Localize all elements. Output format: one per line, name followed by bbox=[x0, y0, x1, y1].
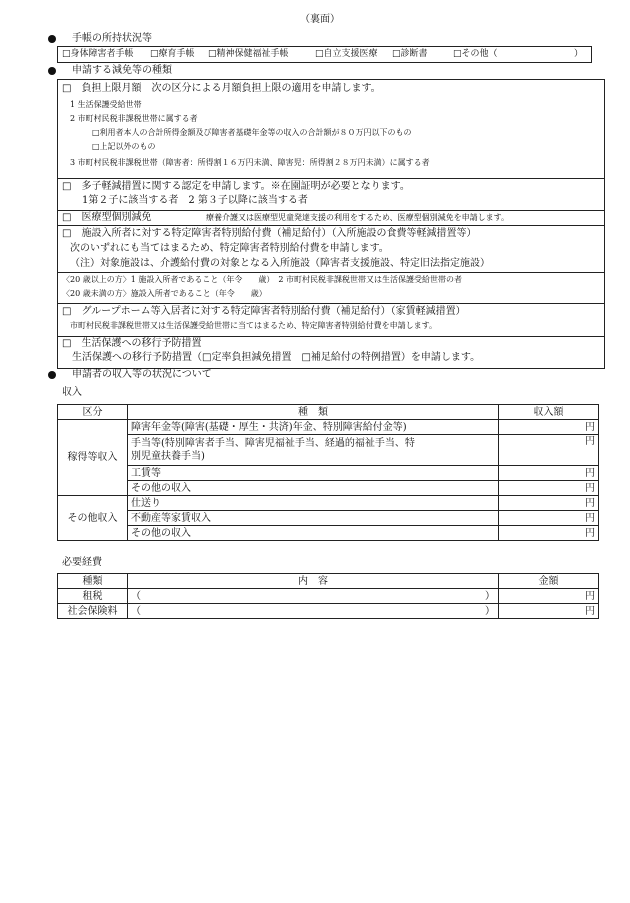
bullet-icon bbox=[48, 371, 56, 379]
divider bbox=[57, 225, 605, 226]
income-kind: その他の収入 bbox=[128, 481, 499, 496]
header-content: 内 容 bbox=[128, 574, 499, 589]
divider bbox=[57, 336, 605, 337]
table-row bbox=[58, 420, 599, 435]
option-monthly-cap[interactable]: □ 負担上限月額 次の区分による月額負担上限の適用を申請します。 bbox=[62, 83, 381, 94]
group-earned-income: 稼得等収入 bbox=[58, 420, 128, 496]
checkbox-income-under-80[interactable]: □利用者本人の合計所得金額及び障害者基礎年金等の収入の合計額が８０万円以下のもの bbox=[92, 128, 412, 137]
header-amount: 収入額 bbox=[499, 405, 599, 420]
facility-over-20: 〈20 歳以上の方〉1 施設入所者であること（年令 歳） 2 市町村民税非課税世帯又は生活保護受給世帯の者 bbox=[62, 275, 462, 284]
close-paren: ） bbox=[485, 590, 495, 602]
table-row bbox=[58, 526, 599, 541]
table-header-row bbox=[58, 405, 599, 420]
divider bbox=[57, 210, 605, 211]
income-kind: 障害年金等(障害(基礎・厚生・共済)年金、特別障害給付金等) bbox=[128, 420, 499, 435]
income-label: 収入 bbox=[62, 387, 82, 398]
group-other-income: その他収入 bbox=[58, 496, 128, 541]
cap-item-3: 3 市町村民税非課税世帯（障害者：所得割１６万円未満、障害児：所得割２８万円未満）に属する者 bbox=[70, 158, 430, 167]
option-welfare-prevention[interactable]: □ 生活保護への移行予防措置 bbox=[62, 338, 202, 349]
expense-amount-field[interactable]: 円 bbox=[499, 589, 599, 604]
income-kind-line: 別児童扶養手当) bbox=[131, 451, 205, 462]
table-row bbox=[58, 496, 599, 511]
option-group-home[interactable]: □ グループホーム等入居者に対する特定障害者特別給付費（補足給付）（家賃軽減措置） bbox=[62, 306, 466, 317]
checkbox-other[interactable]: □その他（ bbox=[453, 49, 498, 59]
option-medical-reduction[interactable]: □ 医療型個別減免 bbox=[62, 212, 152, 223]
table-row bbox=[58, 481, 599, 496]
checkbox-rehab[interactable]: □療育手帳 bbox=[150, 49, 195, 59]
group-home-desc: 市町村民税非課税世帯又は生活保護受給世帯に当てはまるため、特定障害者特別給付費を申請します。 bbox=[70, 321, 438, 330]
income-kind bbox=[128, 435, 499, 466]
expense-amount-field[interactable]: 円 bbox=[499, 604, 599, 619]
facility-line-1: 次のいずれにも当てはまるため、特定障害者特別給付費を申請します。 bbox=[70, 243, 389, 254]
table-row bbox=[58, 604, 599, 619]
table-row bbox=[58, 511, 599, 526]
cap-item-2: 2 市町村民税非課税世帯に属する者 bbox=[70, 114, 198, 123]
divider bbox=[57, 178, 605, 179]
other-close-paren: ） bbox=[574, 49, 584, 59]
medical-reduction-desc: 療養介護又は医療型児童発達支援の利用をするため、医療型個別減免を申請します。 bbox=[206, 213, 510, 222]
checkbox-medical-certificate[interactable]: □診断書 bbox=[392, 49, 428, 59]
section1-title: 手帳の所持状況等 bbox=[72, 33, 152, 44]
expense-content-field[interactable] bbox=[128, 589, 499, 604]
facility-note: （注）対象施設は、介護給付費の対象となる入所施設（障害者支援施設、特定旧法指定施設） bbox=[70, 258, 490, 269]
multi-child-sub: 1第２子に該当する者 2 第３子以降に該当する者 bbox=[82, 195, 308, 206]
checkbox-other-than-above[interactable]: □上記以外のもの bbox=[92, 142, 156, 151]
welfare-prevention-desc: 生活保護への移行予防措置（□定率負担減免措置 □補足給付の特例措置）を申請します。 bbox=[72, 352, 481, 363]
bullet-icon bbox=[48, 35, 56, 43]
income-amount-field[interactable]: 円 bbox=[499, 511, 599, 526]
income-amount-field[interactable]: 円 bbox=[499, 420, 599, 435]
divider bbox=[57, 303, 605, 304]
header-category: 区分 bbox=[58, 405, 128, 420]
checkbox-independence-support[interactable]: □自立支援医療 bbox=[315, 49, 378, 59]
header-amount: 金額 bbox=[499, 574, 599, 589]
expense-table bbox=[57, 573, 599, 619]
table-header-row bbox=[58, 574, 599, 589]
cap-item-1: 1 生活保護受給世帯 bbox=[70, 100, 142, 109]
close-paren: ） bbox=[485, 605, 495, 617]
income-amount-field[interactable]: 円 bbox=[499, 481, 599, 496]
income-amount-field[interactable]: 円 bbox=[499, 526, 599, 541]
header-kind: 種類 bbox=[58, 574, 128, 589]
checkbox-mental-health[interactable]: □精神保健福祉手帳 bbox=[208, 49, 289, 59]
header-kind: 種 類 bbox=[128, 405, 499, 420]
open-paren: （ bbox=[131, 590, 141, 602]
facility-under-20: 〈20 歳未満の方〉施設入所者であること（年令 歳） bbox=[62, 289, 267, 298]
option-multi-child[interactable]: □ 多子軽減措置に関する認定を申請します。※在園証明が必要となります。 bbox=[62, 181, 410, 192]
table-row bbox=[58, 466, 599, 481]
income-amount-field[interactable]: 円 bbox=[499, 466, 599, 481]
section2-title: 申請する減免等の種類 bbox=[72, 65, 172, 76]
expense-content-field[interactable] bbox=[128, 604, 499, 619]
income-kind: その他の収入 bbox=[128, 526, 499, 541]
bullet-icon bbox=[48, 67, 56, 75]
option-facility-resident[interactable]: □ 施設入所者に対する特定障害者特別給付費（補足給付）（入所施設の食費等軽減措置等） bbox=[62, 228, 477, 239]
divider bbox=[57, 272, 605, 273]
page-label: （裏面） bbox=[300, 14, 340, 25]
section3-title: 申請者の収入等の状況について bbox=[72, 369, 212, 380]
expense-kind: 社会保険料 bbox=[58, 604, 128, 619]
income-kind-line: 手当等(特別障害者手当、障害児福祉手当、経過的福祉手当、特 bbox=[131, 438, 415, 449]
income-kind: 仕送り bbox=[128, 496, 499, 511]
income-kind: 不動産等家賃収入 bbox=[128, 511, 499, 526]
income-kind: 工賃等 bbox=[128, 466, 499, 481]
table-row bbox=[58, 435, 599, 466]
expense-label: 必要経費 bbox=[62, 557, 102, 568]
table-row bbox=[58, 589, 599, 604]
open-paren: （ bbox=[131, 605, 141, 617]
income-amount-field[interactable]: 円 bbox=[499, 496, 599, 511]
income-table bbox=[57, 404, 599, 541]
checkbox-physical-disability[interactable]: □身体障害者手帳 bbox=[62, 49, 134, 59]
expense-kind: 租税 bbox=[58, 589, 128, 604]
income-amount-field[interactable]: 円 bbox=[499, 435, 599, 466]
